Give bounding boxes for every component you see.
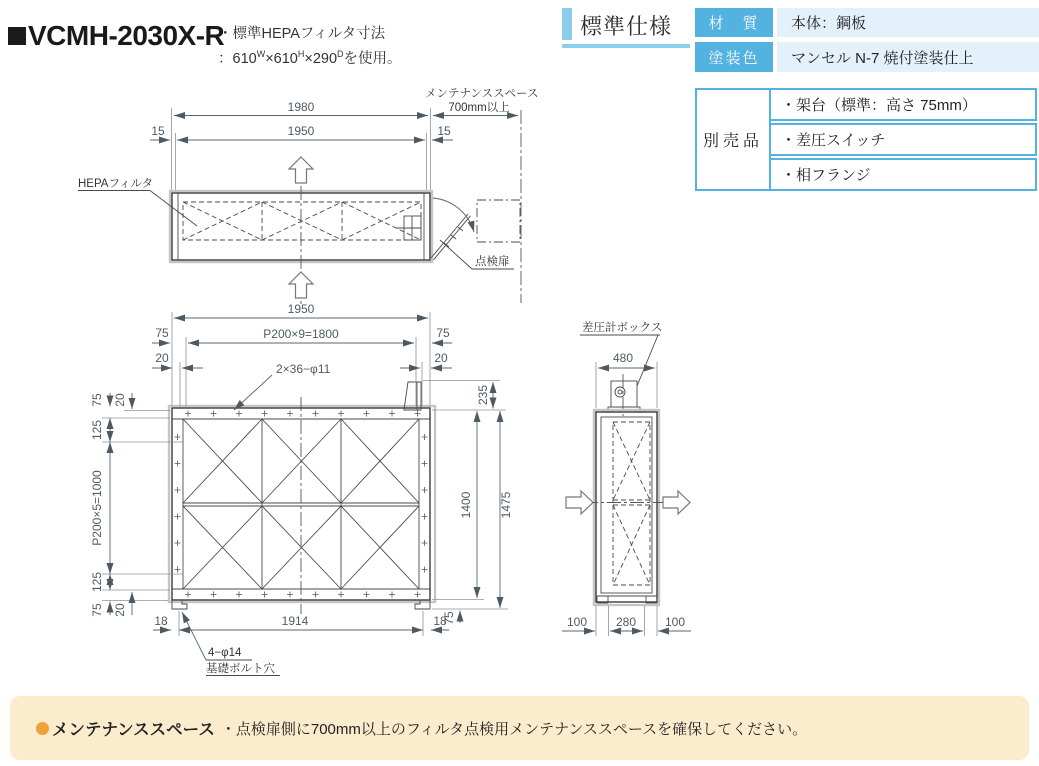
airflow-arrow-in-icon [566, 491, 593, 514]
front-dim-v20-top: 20 [113, 393, 127, 407]
hepa-filter-note [218, 24, 402, 69]
front-dim-b18-l: 18 [154, 614, 168, 628]
front-dim-right75: 75 [436, 326, 450, 340]
footer-title: メンテナンススペース [52, 721, 215, 739]
side-filter-dashed [613, 422, 650, 585]
page-title: VCMH-2030X-R [28, 20, 225, 51]
pressure-box-plan [396, 216, 421, 240]
spec-material-label: 材 質 [695, 8, 773, 37]
hepa-note-line1: ・標準HEPAフィルタ寸法 [218, 26, 386, 42]
spec-heading-text: 標準仕様 [580, 14, 673, 39]
maintenance-note-banner [10, 696, 1029, 760]
airflow-arrow-top-icon [289, 157, 313, 183]
front-dim-b18-r: 18 [433, 614, 447, 628]
front-dim-left75: 75 [155, 326, 169, 340]
optional-item: ・架台（標準：高さ 75mm） [769, 88, 1037, 121]
optional-item: ・差圧スイッチ [769, 123, 1037, 156]
plan-dim-flange-left: 15 [151, 124, 165, 138]
side-view [562, 320, 691, 636]
front-dim-v125-bot: 125 [90, 571, 104, 593]
side-dim-width: 480 [612, 351, 634, 365]
plan-dim-body: 1950 [287, 124, 315, 138]
front-dim-body: 1950 [287, 302, 315, 316]
plan-maint-label-1: メンテナンススペース [425, 88, 539, 100]
front-dim-v75-top: 75 [90, 393, 104, 407]
front-dim-v75-bot: 75 [90, 603, 104, 617]
title-square-icon [8, 27, 26, 45]
plan-maint-label-2: 700mm以上 [448, 102, 510, 114]
hepa-note-line2: ：$610^W\times 610^H\times 290^D$を使用。 [218, 49, 402, 67]
front-view [90, 302, 513, 676]
page-title-row [8, 20, 224, 52]
front-dim-inner-h: 1400 [459, 491, 473, 519]
optional-items-table [695, 88, 1037, 191]
front-dim-base-h: 75 [442, 611, 456, 625]
front-dim-v125-top: 125 [90, 419, 104, 441]
side-dim-b100-l: 100 [566, 615, 588, 629]
optional-item: ・相フランジ [769, 158, 1037, 191]
front-dim-v20-bot: 20 [113, 603, 127, 617]
side-box-label: 差圧計ボックス [582, 322, 663, 334]
front-dim-right20: 20 [434, 351, 448, 365]
front-dim-b1914: 1914 [281, 614, 309, 628]
side-dim-b280: 280 [615, 615, 637, 629]
spec-material-value: 本体：鋼板 [777, 8, 1039, 37]
plan-door-label: 点検扉 [475, 256, 510, 268]
bullet-icon [36, 722, 49, 735]
optional-label: 別売品 [695, 88, 771, 191]
spec-heading-underline [562, 44, 690, 48]
front-bolt-label-2: 基礎ボルト穴 [206, 663, 275, 675]
front-bolt-label-1: 4−φ14 [208, 647, 242, 659]
front-dim-pitch-v: P200×5=1000 [90, 470, 104, 546]
footer-text: ・点検扉側に700mm以上のフィルタ点検用メンテナンススペースを確保してください。 [220, 720, 808, 738]
plan-dim-overall: 1980 [287, 100, 315, 114]
front-dim-total-h: 1475 [499, 491, 513, 519]
spec-heading-bar-icon [562, 8, 572, 40]
spec-paint-value: マンセル N-7 焼付塗装仕上 [777, 42, 1039, 72]
plan-view [78, 88, 539, 304]
plan-dim-flange-right: 15 [437, 124, 451, 138]
inspection-door [431, 198, 520, 260]
airflow-arrow-out-icon [663, 491, 690, 514]
side-dim-b100-r: 100 [664, 615, 686, 629]
front-holes-label: 2×36−φ11 [276, 362, 331, 376]
spec-paint-label: 塗装色 [695, 42, 773, 72]
front-dim-left20: 20 [155, 351, 169, 365]
front-dim-box-h: 235 [476, 384, 490, 406]
airflow-arrow-bottom-icon [289, 272, 313, 298]
plan-hepa-label: HEPAフィルタ [78, 178, 154, 190]
front-dim-pitch-h: P200×9=1800 [263, 327, 339, 341]
